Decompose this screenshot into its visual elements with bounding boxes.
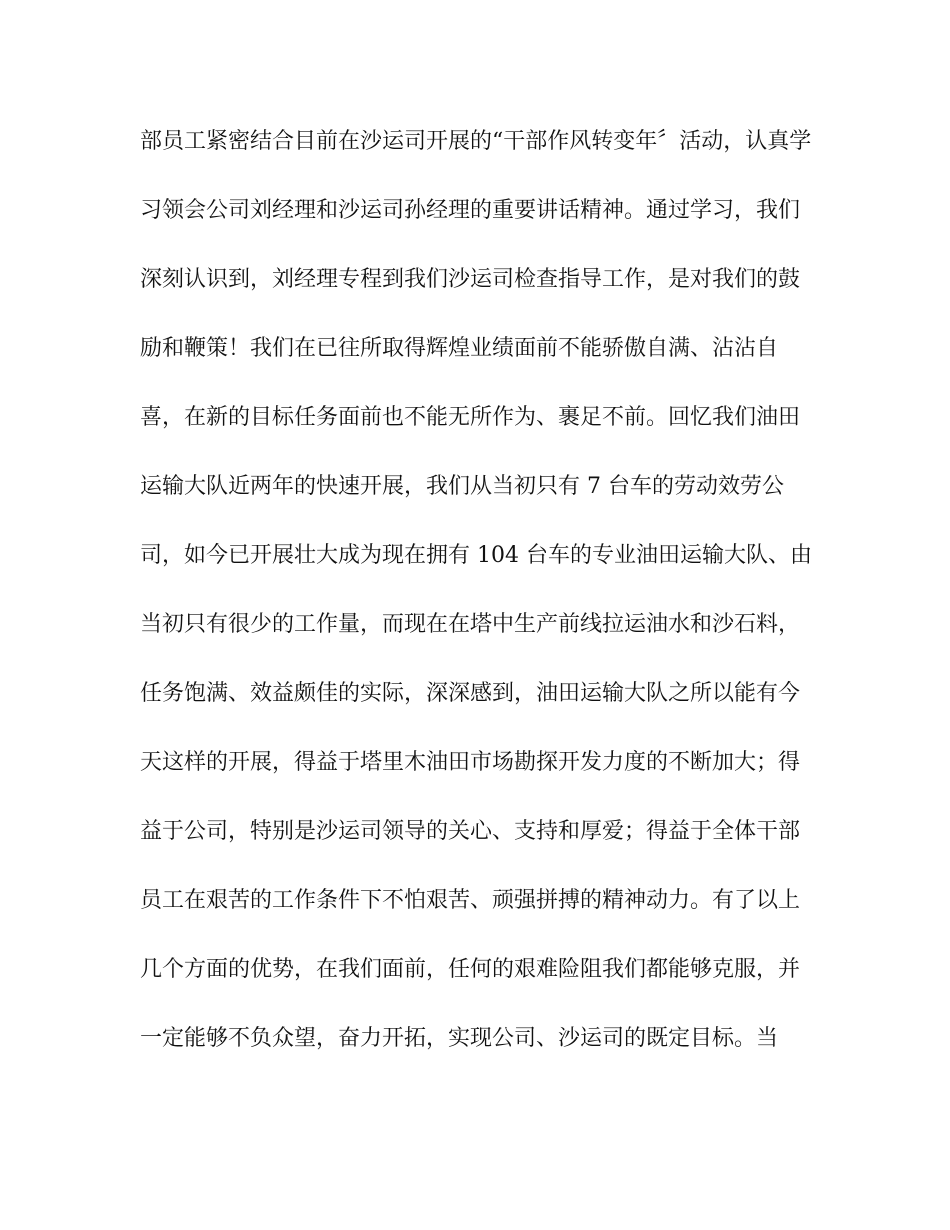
body-text	[140, 120, 820, 1086]
text-line: 深刻认识到，刘经理专程到我们沙运司检查指导工作，是对我们的鼓	[140, 267, 801, 292]
text-line: 员工在艰苦的工作条件下不怕艰苦、顽强拼搏的精神动力。有了以上	[140, 888, 801, 913]
text-line: 天这样的开展，得益于塔里木油田市场勘探开发力度的不断加大；得	[140, 750, 801, 775]
text-line: 几个方面的优势，在我们面前，任何的艰难险阻我们都能够克服，并	[140, 957, 801, 982]
text-line: 司，如今已开展壮大成为现在拥有 104 台车的专业油田运输大队、由	[140, 543, 812, 568]
text-line: 益于公司，特别是沙运司领导的关心、支持和厚爱；得益于全体干部	[140, 819, 801, 844]
text-line: 运输大队近两年的快速开展，我们从当初只有 7 台车的劳动效劳公	[140, 474, 784, 499]
text-line: 一定能够不负众望，奋力开拓，实现公司、沙运司的既定目标。当	[140, 1026, 779, 1051]
text-line: 励和鞭策！我们在已往所取得辉煌业绩面前不能骄傲自满、沾沾自	[140, 336, 779, 361]
text-line: 任务饱满、效益颇佳的实际，深深感到，油田运输大队之所以能有今	[140, 681, 801, 706]
text-line: 习领会公司刘经理和沙运司孙经理的重要讲话精神。通过学习，我们	[140, 198, 801, 223]
text-line: 部员工紧密结合目前在沙运司开展的“干部作风转变年〞活动，认真学	[140, 129, 812, 154]
text-line: 当初只有很少的工作量，而现在在塔中生产前线拉运油水和沙石料，	[140, 612, 801, 637]
text-line: 喜，在新的目标任务面前也不能无所作为、裹足不前。回忆我们油田	[140, 405, 801, 430]
